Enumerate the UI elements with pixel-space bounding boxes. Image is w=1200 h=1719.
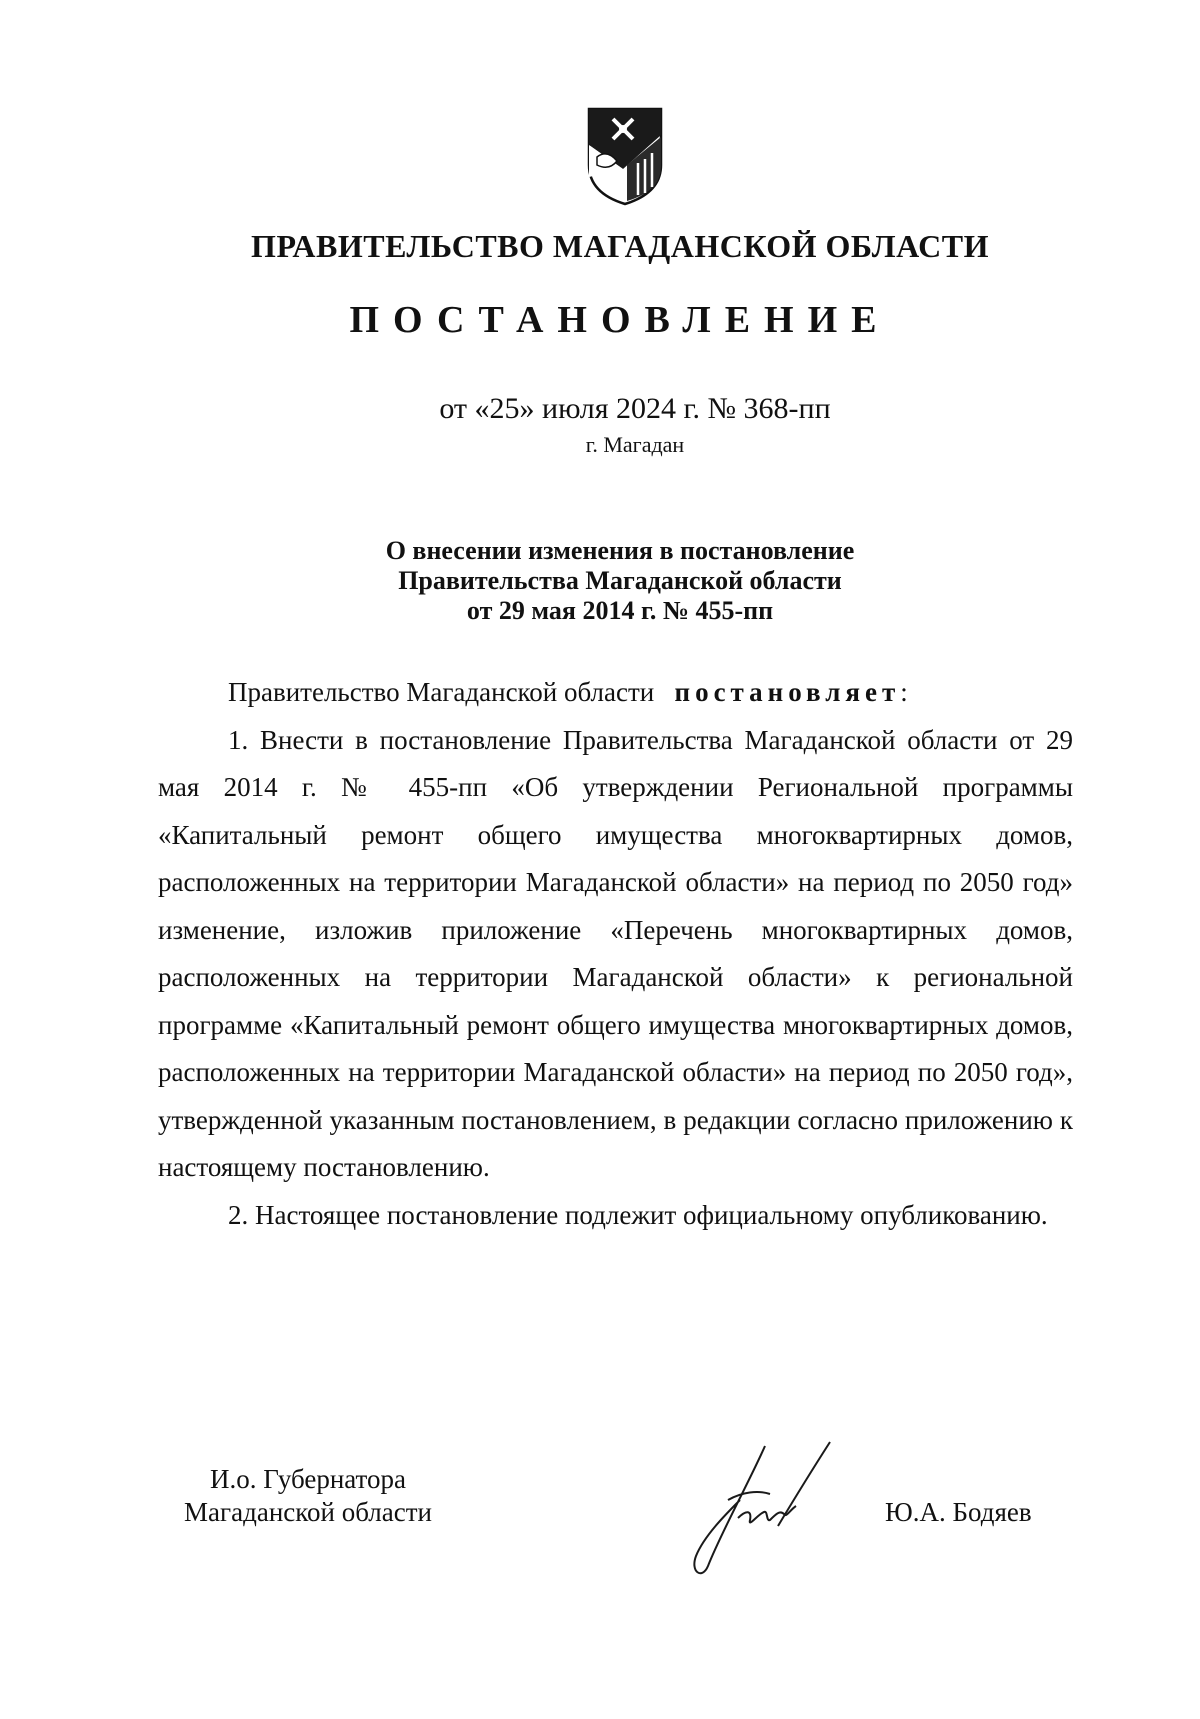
document-body (158, 669, 1073, 1239)
document-date-number: от «25» июля 2024 г. № 368-пп (439, 392, 831, 425)
preamble-action: постановляет (674, 677, 901, 707)
item-1-paragraph: 1. Внести в постановление Правительства Магаданской области от 29 мая 2014 г. № 455-пп «Об утверждении Региональной программы «Капитальный ремонт общего имущества многоквартирных домов, расположенных на территории Магаданской области» на период по 2050 год» изменение, изложив приложение «Перечень многоквартирных домов, расположенных на территории Магаданской области» к региональной программе «Капитальный ремонт общего имущества многоквартирных домов, расположенных на территории Магаданской области» на период по 2050 год», утвержденной указанным постановлением, в редакции согласно приложению к настоящему постановлению. (158, 724, 1073, 1182)
coat-of-arms-icon (583, 105, 667, 207)
position-line: И.о. Губернатора (209, 1464, 406, 1494)
document-subject (250, 536, 990, 626)
preamble-colon: : (900, 677, 908, 707)
handwritten-signature-icon (680, 1440, 855, 1580)
government-title: ПРАВИТЕЛЬСТВО МАГАДАНСКОЙ ОБЛАСТИ (251, 228, 989, 264)
signatory-position (158, 1463, 458, 1529)
subject-line: от 29 мая 2014 г. № 455-пп (466, 596, 774, 625)
document-city: г. Магадан (585, 432, 685, 457)
preamble-paragraph (158, 669, 1073, 717)
document-type-title: ПОСТАНОВЛЕНИЕ (349, 299, 891, 341)
signatory-name: Ю.А. Бодяев (885, 1497, 1032, 1527)
subject-line: О внесении изменения в постановление (385, 536, 855, 565)
item-2-paragraph: 2. Настоящее постановление подлежит официальному опубликованию. (228, 1199, 1048, 1230)
preamble-prefix: Правительство Магаданской области (228, 677, 655, 707)
position-line: Магаданской области (184, 1497, 432, 1527)
subject-line: Правительства Магаданской области (398, 566, 842, 595)
